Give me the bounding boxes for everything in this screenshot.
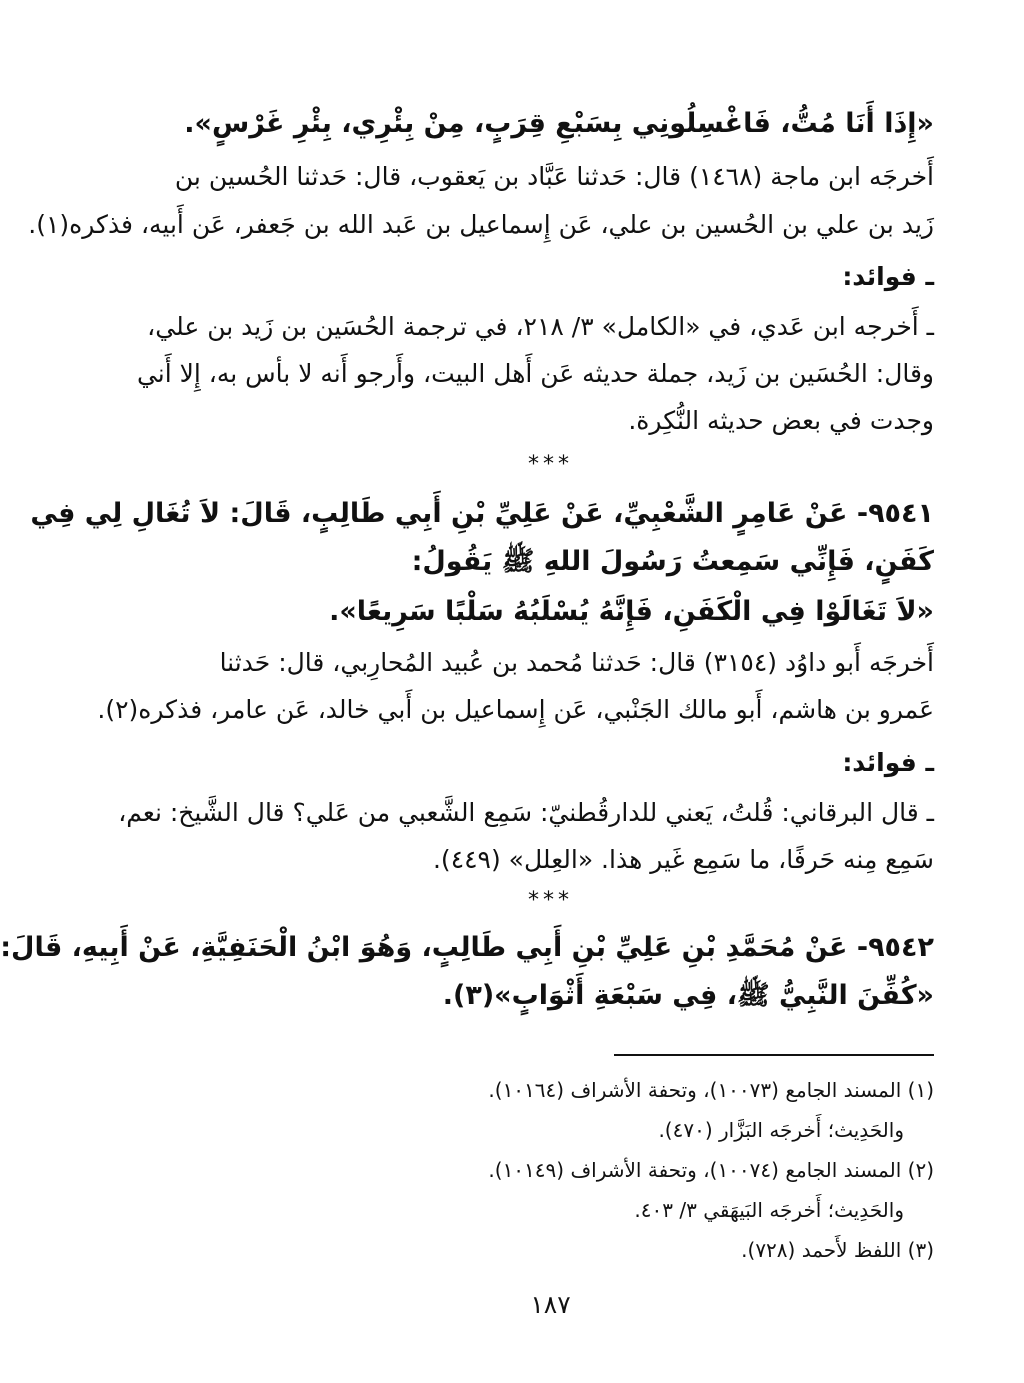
hadith-text-line: ٩٥٤١- عَنْ عَامِرٍ الشَّعْبِيِّ، عَنْ عَلِيِّ بْنِ أَبِي طَالِبٍ، قَالَ: لاَ تُغَالِ لِي فِي (30, 498, 934, 529)
footnote-line: (٢) المسند الجامع (١٠٠٧٤)، وتحفة الأشراف (١٠١٤٩). (488, 1158, 934, 1182)
hadith-text-line: «إِذَا أَنَا مُتُّ، فَاغْسِلُونِي بِسَبْعِ قِرَبٍ، مِنْ بِئْرِي، بِئْرِ غَرْسٍ». (184, 108, 934, 139)
takhrij-line: أَخرجَه ابن ماجة (١٤٦٨) قال: حَدثنا عَبَّاد بن يَعقوب، قال: حَدثنا الحُسين بن (174, 162, 934, 191)
fawaid-line: وقال: الحُسَين بن زَيد، جملة حديثه عَن أَهل البيت، وأَرجو أَنه لا بأس به، إِلا أَني (136, 359, 934, 388)
hadith-text-line: ٩٥٤٢- عَنْ مُحَمَّدِ بْنِ عَلِيِّ بْنِ أَبِي طَالِبٍ، وَهُوَ ابْنُ الْحَنَفِيَّةِ، عَنْ أَبِيهِ، قَالَ: (0, 932, 934, 963)
fawaid-heading: ـ فوائد: (842, 262, 934, 291)
page-number: ١٨٧ (530, 1290, 571, 1319)
fawaid-line: وجدت في بعض حديثه النُّكِرة. (628, 406, 934, 435)
takhrij-line: زَيد بن علي بن الحُسين بن علي، عَن إِسماعيل بن عَبد الله بن جَعفر، عَن أَبيه، فذكره(١). (28, 210, 934, 239)
footnote-line: (١) المسند الجامع (١٠٠٧٣)، وتحفة الأشراف (١٠١٦٤). (488, 1078, 934, 1102)
fawaid-heading: ـ فوائد: (842, 748, 934, 777)
fawaid-line: ـ أَخرجه ابن عَدي، في «الكامل» ٣/ ٢١٨، في ترجمة الحُسَين بن زَيد بن علي، (147, 312, 934, 341)
fawaid-line: سَمِع مِنه حَرفًا، ما سَمِع غَير هذا. «العِلل» (٤٤٩). (432, 845, 934, 874)
fawaid-line: ـ قال البرقاني: قُلتُ، يَعني للدارقُطنيّ: سَمِع الشَّعبي من عَلي؟ قال الشَّيخ: نعم، (118, 798, 934, 827)
hadith-text-line: كَفَنٍ، فَإِنِّي سَمِعتُ رَسُولَ اللهِ ﷺ يَقُولُ: (411, 546, 934, 577)
footnote-line: والحَدِيث؛ أَخرجَه البَزَّار (٤٧٠). (658, 1118, 904, 1142)
hadith-text-line: «كُفِّنَ النَّبِيُّ ﷺ، فِي سَبْعَةِ أَثْوَابٍ»(٣). (442, 980, 934, 1011)
takhrij-line: أَخرجَه أَبو داوُد (٣١٥٤) قال: حَدثنا مُحمد بن عُبيد المُحارِبي، قال: حَدثنا (219, 648, 934, 677)
footnote-line: (٣) اللفظ لأَحمد (٧٢٨). (741, 1238, 934, 1262)
section-divider-stars: *** (528, 888, 573, 913)
section-divider-stars: *** (528, 452, 573, 477)
hadith-text-line: «لاَ تَغَالَوْا فِي الْكَفَنِ، فَإِنَّهُ يُسْلَبُهُ سَلْبًا سَرِيعًا». (329, 596, 934, 627)
footnote-separator (614, 1054, 934, 1056)
takhrij-line: عَمرو بن هاشم، أَبو مالك الجَنْبي، عَن إِسماعيل بن أَبي خالد، عَن عامر، فذكره(٢). (97, 695, 934, 724)
footnote-line: والحَدِيث؛ أَخرجَه البَيهَقي ٣/ ٤٠٣. (634, 1198, 904, 1222)
